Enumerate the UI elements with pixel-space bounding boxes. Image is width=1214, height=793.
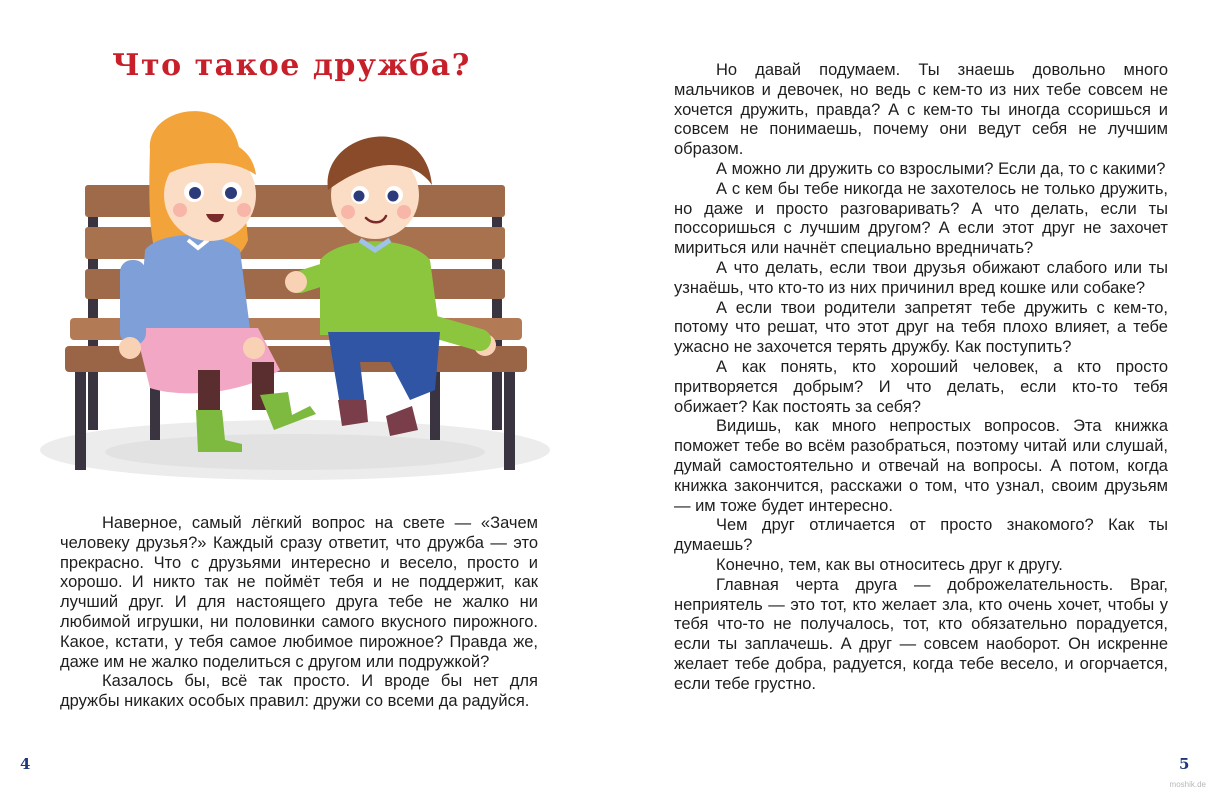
paragraph: Чем друг отличается от просто знакомого? Как ты думаешь? bbox=[674, 516, 1168, 555]
page-number-right: 5 bbox=[1179, 755, 1190, 773]
paragraph: Но давай подумаем. Ты знаешь довольно много мальчиков и девочек, но ведь с кем-то из них тебе совсем не хочется дружить, правда? А с кем-то ты иногда ссоришься и совсем не понимаешь, почему они ведут себя не лучшим образом. bbox=[674, 61, 1168, 159]
paragraph: Наверное, самый лёгкий вопрос на свете — «Зачем человеку друзья?» Каждый сразу ответит, что дружба — это прекрасно. Что с друзьями интересно и весело, просто и хорошо. И никто так не поймёт тебя и не поддержит, как лучший друг. И для настоящего друга тебе не жалко ни любимой игрушки, ни половинки самого вкусного пирожного. Какое, кстати, у тебя самое любимое пирожное? Правда же, даже им не жалко поделиться с другом или подружкой? bbox=[60, 514, 538, 671]
paragraph: Конечно, тем, как вы относитесь друг к другу. bbox=[716, 555, 1063, 574]
paragraph: А можно ли дружить со взрослыми? Если да, то с какими? bbox=[716, 159, 1166, 178]
paragraph: А что делать, если твои друзья обижают слабого или ты узнаёшь, что кто-то из них причинил вред кошке или собаке? bbox=[674, 258, 1168, 297]
paragraph: Главная черта друга — доброжелательность. Враг, неприятель — это тот, кто желает зла, кто очень хочет, чтобы у тебя что-то не получалось, тот, кто обязательно порадуется, если ты заплачешь. А друг — совсем наоборот. Он искренне желает тебе добра, радуется, когда тебе весело, и огорчается, если тебе грустно. bbox=[674, 575, 1168, 693]
paragraph: А если твои родители запретят тебе дружить с кем-то, потому что решат, что этот друг на тебя плохо влияет, а тебе ужасно не захочется терять дружбу. Как поступить? bbox=[674, 298, 1168, 357]
page-number-left: 4 bbox=[20, 755, 31, 773]
right-page-text bbox=[674, 61, 1168, 695]
children-on-bench-illustration bbox=[30, 100, 560, 485]
watermark: moshik.de bbox=[1169, 780, 1206, 789]
paragraph: А как понять, кто хороший человек, а кто просто притворяется добрым? И что делать, если кто-то тебя обижает? Как постоять за себя? bbox=[674, 357, 1168, 416]
paragraph: Видишь, как много непростых вопросов. Эта книжка поможет тебе во всём разобраться, поэтому читай или слушай, думай самостоятельно и отвечай на вопросы. А потом, когда книжка закончится, расскажи о том, что узнал, своим друзьям — им тоже будет интересно. bbox=[674, 417, 1168, 515]
right-page bbox=[607, 0, 1214, 793]
left-page-text bbox=[60, 514, 538, 712]
paragraph: А с кем бы тебе никогда не захотелось не только дружить, но даже и просто разговаривать? А что делать, если ты поссоришься с лучшим другом? А если этот друг не захочет мириться или начнёт специально вредничать? bbox=[674, 179, 1168, 258]
page-title: Что такое дружба? bbox=[112, 48, 471, 83]
paragraph: Казалось бы, всё так просто. И вроде бы нет для дружбы никаких особых правил: дружи со всеми да радуйся. bbox=[60, 672, 538, 711]
